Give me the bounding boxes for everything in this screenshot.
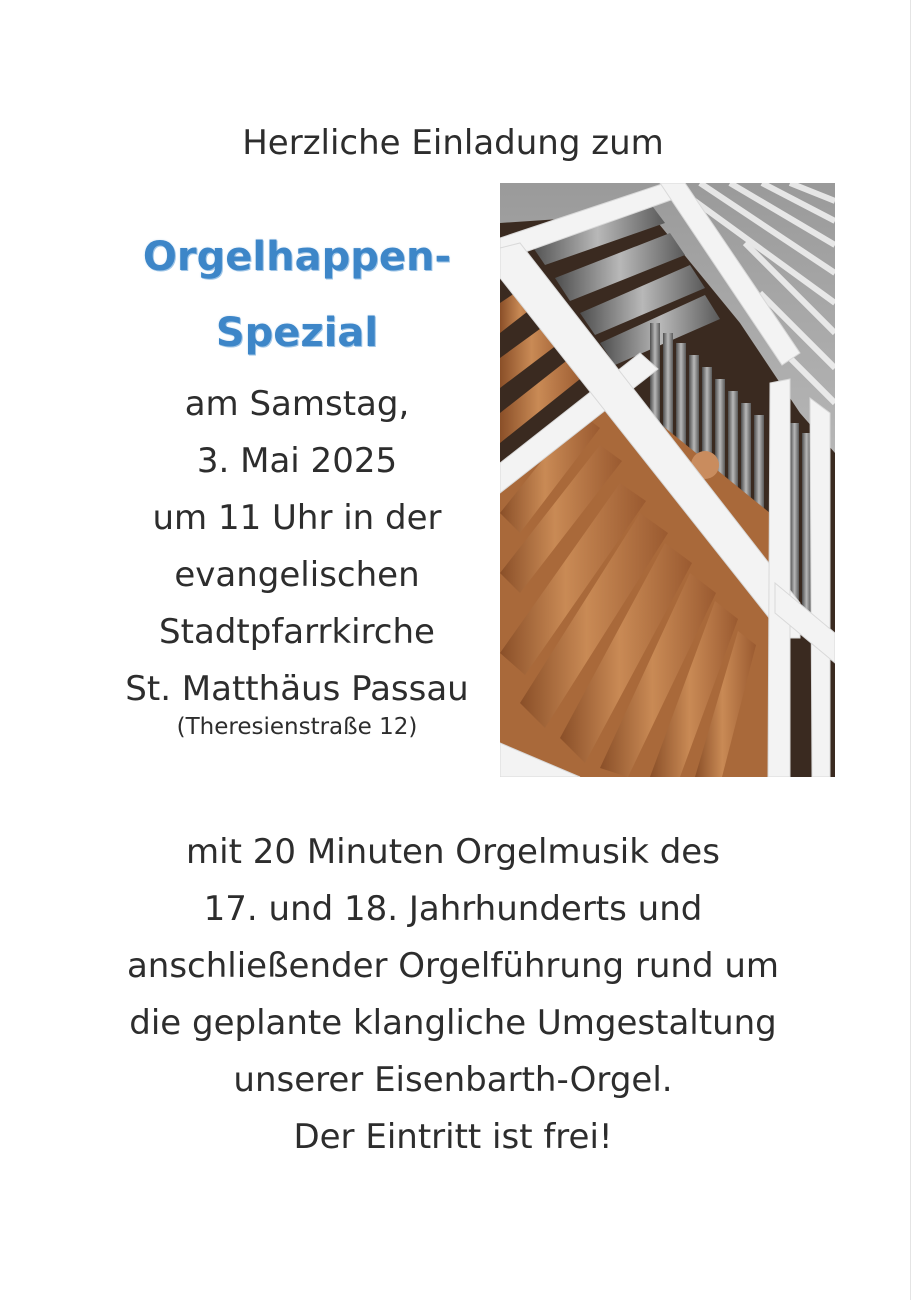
event-detail-day: am Samstag,: [184, 384, 410, 424]
invitation-intro: Herzliche Einladung zum: [242, 123, 664, 163]
event-title-line-2: Spezial: [215, 310, 379, 356]
event-description: [0, 824, 906, 1166]
event-address: (Theresienstraße 12): [176, 714, 418, 740]
event-detail-church-type: evangelischen: [174, 555, 420, 595]
event-detail-time: um 11 Uhr in der: [152, 498, 442, 538]
scan-edge-line: [910, 0, 911, 1300]
event-title-line-1: Orgelhappen-: [142, 234, 452, 280]
description-line-1: mit 20 Minuten Orgelmusik des: [186, 832, 720, 872]
admission-note: Der Eintritt ist frei!: [293, 1117, 613, 1157]
event-detail-church: Stadtpfarrkirche: [159, 612, 435, 652]
organ-pipes-photo: [500, 183, 835, 777]
description-line-4: die geplante klangliche Umgestaltung: [129, 1003, 777, 1043]
description-line-2: 17. und 18. Jahrhunderts und: [203, 889, 703, 929]
description-line-5: unserer Eisenbarth-Orgel.: [233, 1060, 673, 1100]
event-detail-date: 3. Mai 2025: [196, 441, 398, 481]
event-detail-church-name: St. Matthäus Passau: [125, 669, 469, 709]
description-line-3: anschließender Orgelführung rund um: [126, 946, 780, 986]
